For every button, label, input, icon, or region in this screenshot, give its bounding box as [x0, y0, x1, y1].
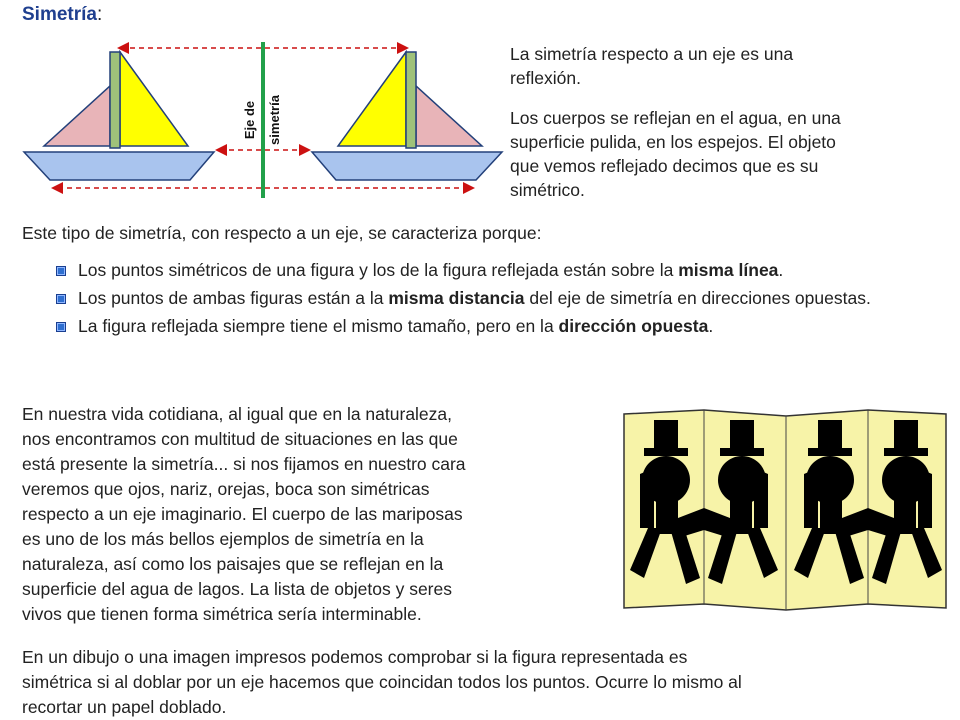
square-bullet-icon: [56, 294, 66, 304]
list-item: La figura reflejada siempre tiene el mismo tamaño, pero en la dirección opuesta.: [50, 314, 950, 338]
list-item: Los puntos de ambas figuras están a la misma distancia del eje de simetría en direcciones opuestas.: [50, 286, 950, 310]
paper-cutout-figure: [620, 408, 950, 613]
characteristics-list: [50, 258, 950, 342]
list-item: Los puntos simétricos de una figura y los de la figura reflejada están sobre la misma línea.: [50, 258, 950, 282]
axis-label-line1: Eje de: [242, 100, 257, 140]
intro-paragraph-2: Los cuerpos se reflejan en el agua, en una superficie pulida, en los espejos. El objeto que vemos reflejado decimos que es su simétrico.: [510, 108, 841, 200]
lead-sentence: Este tipo de simetría, con respecto a un eje, se caracteriza porque:: [22, 223, 542, 243]
right-boat: [312, 52, 502, 180]
left-boat: [24, 52, 214, 180]
symmetry-boats-figure: [20, 38, 505, 198]
intro-paragraph-1: La simetría respecto a un eje es una reflexión.: [510, 44, 794, 88]
axis-label-line2: simetría: [267, 95, 282, 145]
page-title: Simetría:: [22, 4, 103, 25]
square-bullet-icon: [56, 322, 66, 332]
square-bullet-icon: [56, 266, 66, 276]
nature-paragraph: En nuestra vida cotidiana, al igual que en la naturaleza, nos encontramos con multitud de situaciones en las que está presente la simetría... si nos fijamos en nuestro cara veremos que ojos, nariz, orejas, boca son simétricas respecto a un eje imaginario. El cuerpo de las mariposas es uno de los más bellos ejemplos de simetría en la naturaleza, así como los paisajes que se reflejan en la superficie del agua de lagos. La lista de objetos y seres vivos que tienen forma simétrica sería interminable.: [22, 404, 466, 624]
closing-paragraph: En un dibujo o una imagen impresos podemos comprobar si la figura representada es simétrica si al doblar por un eje hacemos que coincidan todos los puntos. Ocurre lo mismo al recortar un papel doblado.: [22, 647, 742, 717]
